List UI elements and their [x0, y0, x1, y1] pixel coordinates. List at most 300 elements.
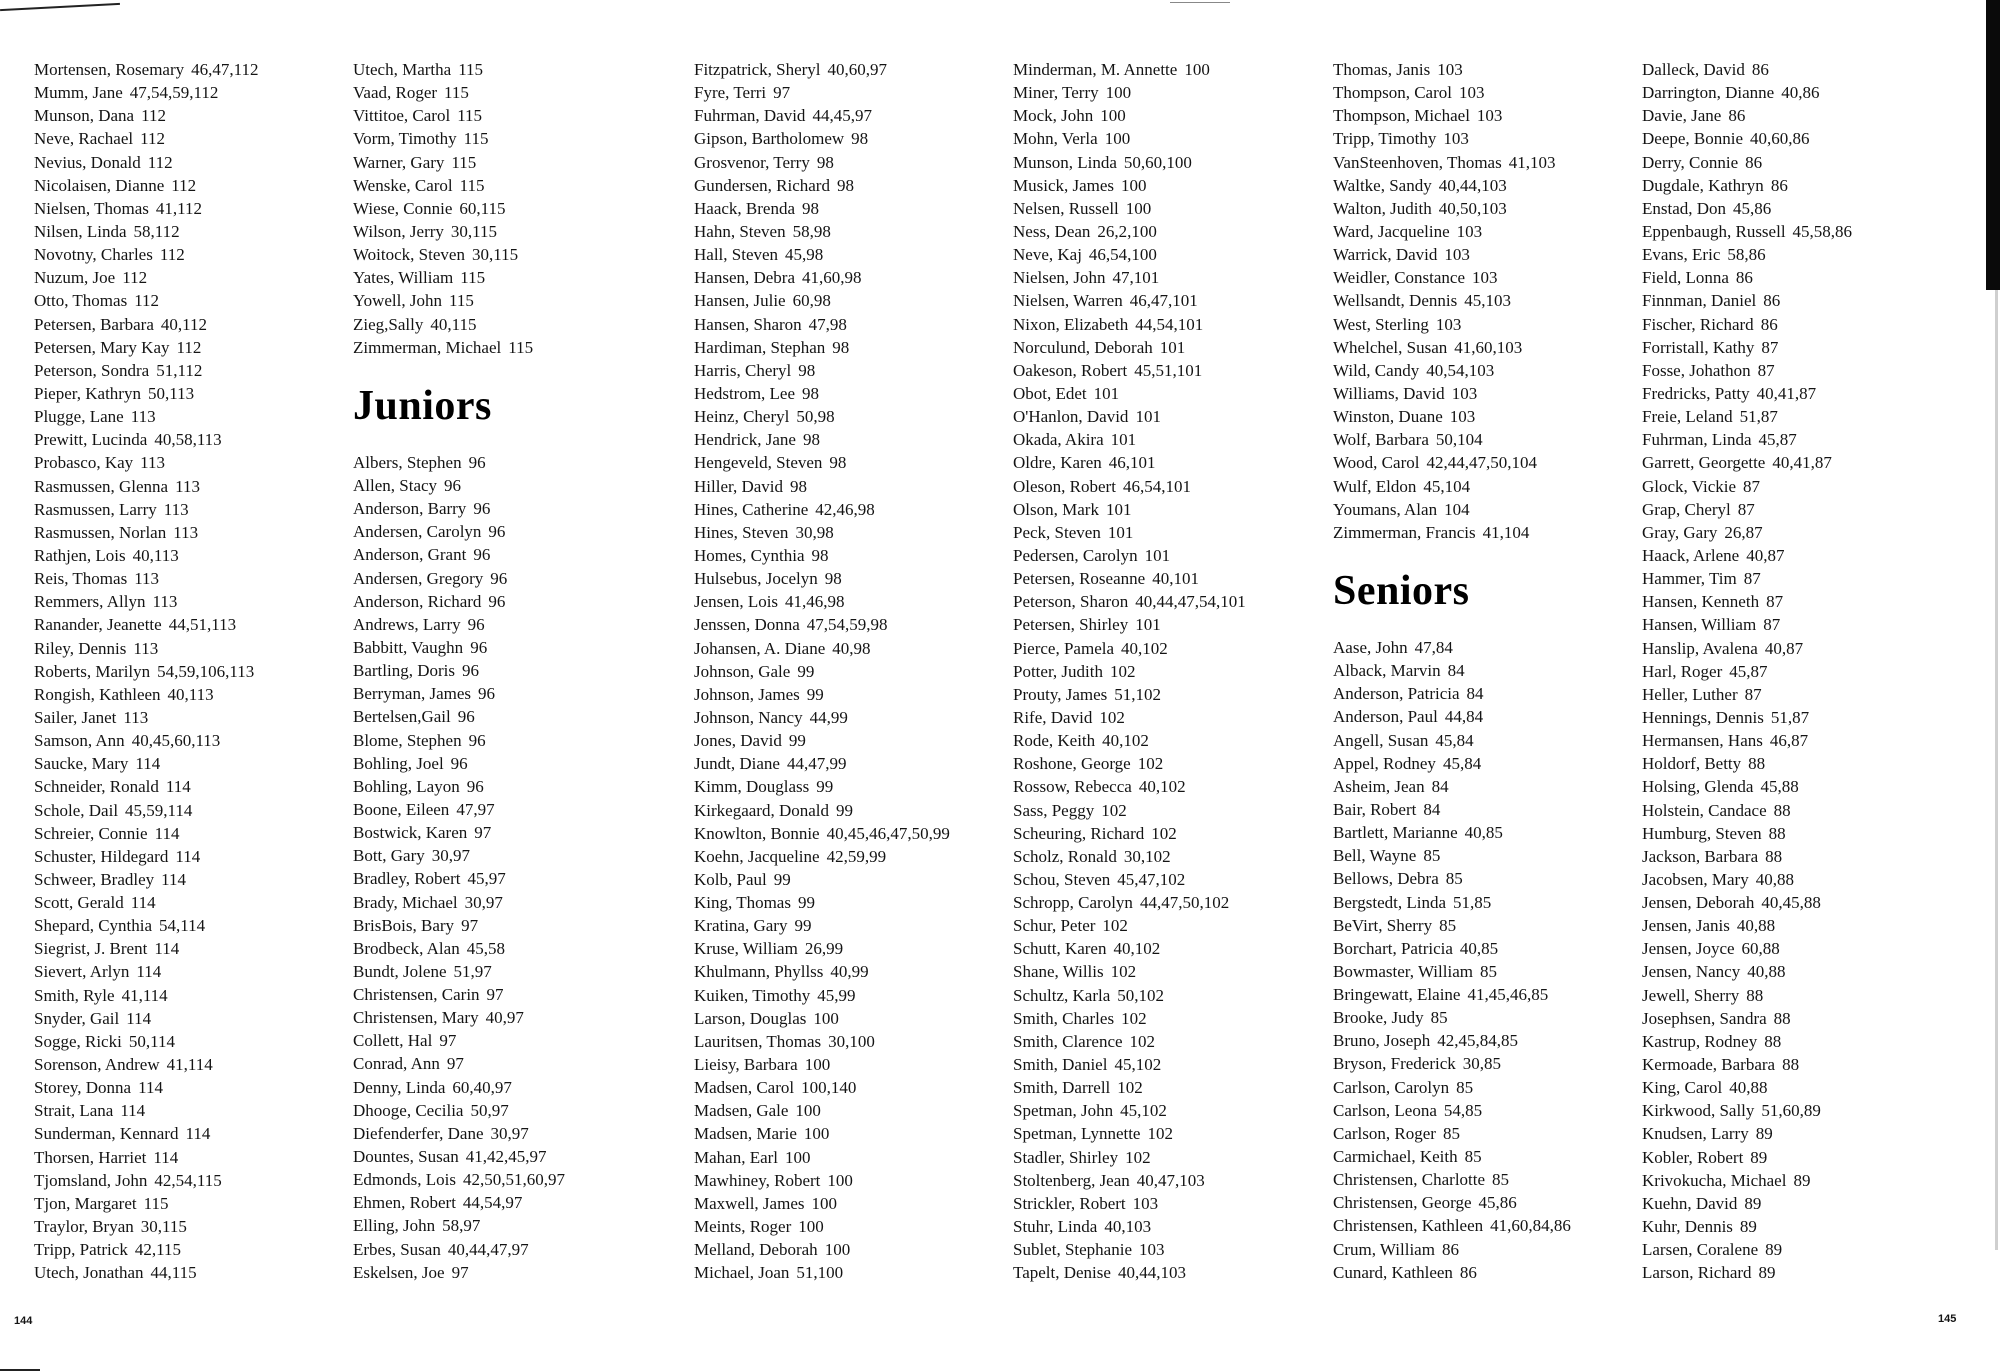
entry-name: Peck, Steven — [1013, 522, 1101, 542]
entry-name: King, Carol — [1642, 1078, 1723, 1098]
entry-name: Jensen, Deborah — [1642, 893, 1755, 913]
index-entry — [34, 243, 259, 266]
index-entry — [353, 336, 565, 359]
entry-page-refs: 40,113 — [167, 684, 214, 704]
index-entry — [353, 590, 565, 613]
entry-page-refs: 45,102 — [1114, 1055, 1162, 1075]
index-entry — [694, 637, 950, 660]
entry-page-refs: 100 — [803, 1124, 830, 1144]
entry-name: Hansen, Julie — [694, 291, 786, 311]
entry-page-refs: 87 — [1757, 360, 1775, 380]
entry-page-refs: 112 — [171, 175, 197, 195]
entry-page-refs: 102 — [1121, 1008, 1147, 1028]
entry-page-refs: 85 — [1442, 1123, 1460, 1143]
entry-name: Madsen, Carol — [694, 1078, 795, 1098]
index-entry — [694, 1076, 950, 1099]
index-entry — [353, 520, 565, 543]
entry-name: Novotny, Charles — [34, 245, 153, 265]
entry-page-refs: 45,59,114 — [125, 800, 193, 820]
index-entry — [694, 683, 950, 706]
entry-name: Meints, Roger — [694, 1217, 792, 1237]
entry-name: Hennings, Dennis — [1642, 707, 1764, 727]
index-entry — [353, 1214, 565, 1237]
entry-page-refs: 114 — [154, 939, 180, 959]
index-entry — [34, 891, 259, 914]
entry-page-refs: 100,140 — [801, 1078, 857, 1098]
index-entry — [34, 405, 259, 428]
entry-name: Eskelsen, Joe — [353, 1262, 445, 1282]
entry-list — [1333, 636, 1571, 1284]
entry-page-refs: 47,84 — [1414, 637, 1453, 657]
entry-page-refs: 42,59,99 — [826, 846, 887, 866]
entry-page-refs: 97 — [773, 83, 791, 103]
entry-name: Nielsen, John — [1013, 268, 1106, 288]
entry-name: Holsing, Glenda — [1642, 777, 1754, 797]
entry-name: Kermoade, Barbara — [1642, 1055, 1776, 1075]
entry-page-refs: 41,46,98 — [785, 592, 845, 612]
index-entry — [1333, 682, 1571, 705]
index-entry — [694, 845, 950, 868]
entry-list — [1642, 58, 1852, 1284]
entry-name: Jensen, Janis — [1642, 916, 1730, 936]
entry-name: Jensen, Lois — [694, 592, 779, 612]
entry-name: Saucke, Mary — [34, 754, 129, 774]
entry-name: Okada, Akira — [1013, 430, 1104, 450]
entry-name: Nevius, Donald — [34, 152, 141, 172]
entry-name: Schweer, Bradley — [34, 869, 155, 889]
entry-name: Hansen, Sharon — [694, 314, 802, 334]
entry-page-refs: 89 — [1755, 1124, 1773, 1144]
entry-name: Siegrist, J. Brent — [34, 939, 148, 959]
entry-name: Tjon, Margaret — [34, 1193, 137, 1213]
entry-page-refs: 96 — [473, 545, 491, 565]
entry-list — [34, 58, 259, 1284]
entry-name: Michael, Joan — [694, 1263, 790, 1283]
entry-name: Glock, Vickie — [1642, 476, 1737, 496]
entry-page-refs: 98 — [802, 383, 820, 403]
entry-name: Kimm, Douglass — [694, 777, 810, 797]
entry-page-refs: 103 — [1456, 221, 1483, 241]
entry-name: Bowmaster, William — [1333, 961, 1473, 981]
index-entry — [694, 868, 950, 891]
entry-name: Kirkwood, Sally — [1642, 1101, 1755, 1121]
index-entry — [34, 984, 259, 1007]
entry-page-refs: 112 — [122, 268, 148, 288]
entry-page-refs: 89 — [1793, 1170, 1811, 1190]
index-entry — [1642, 359, 1852, 382]
entry-page-refs: 101 — [1107, 522, 1134, 542]
entry-name: Weidler, Constance — [1333, 268, 1466, 288]
entry-name: Bertelsen,Gail — [353, 707, 451, 727]
index-entry — [353, 937, 565, 960]
entry-name: Babbitt, Vaughn — [353, 637, 464, 657]
entry-name: Wellsandt, Dennis — [1333, 291, 1458, 311]
entry-name: Carlson, Leona — [1333, 1100, 1437, 1120]
entry-page-refs: 30,115 — [140, 1217, 187, 1237]
entry-name: Asheim, Jean — [1333, 776, 1425, 796]
entry-page-refs: 101 — [1159, 337, 1186, 357]
entry-name: Holdorf, Betty — [1642, 754, 1742, 774]
entry-page-refs: 58,86 — [1727, 245, 1766, 265]
entry-name: Yowell, John — [353, 291, 442, 311]
index-entry — [1642, 289, 1852, 312]
index-entry — [1333, 58, 1571, 81]
index-entry — [353, 705, 565, 728]
entry-name: Warner, Gary — [353, 152, 445, 172]
index-entry — [34, 1238, 259, 1261]
index-entry — [1642, 58, 1852, 81]
entry-page-refs: 54,85 — [1443, 1100, 1483, 1120]
entry-page-refs: 102 — [1099, 707, 1125, 727]
index-entry — [1333, 197, 1571, 220]
entry-page-refs: 85 — [1423, 846, 1441, 866]
entry-page-refs: 99 — [794, 916, 812, 936]
entry-page-refs: 40,54,103 — [1426, 360, 1495, 380]
index-entry — [1642, 405, 1852, 428]
index-column-2 — [353, 58, 565, 1284]
entry-name: Bott, Gary — [353, 846, 425, 866]
entry-page-refs: 114 — [136, 962, 162, 982]
entry-page-refs: 112 — [134, 291, 160, 311]
entry-name: Albers, Stephen — [353, 452, 462, 472]
index-entry — [353, 613, 565, 636]
entry-name: Hansen, Debra — [694, 268, 796, 288]
entry-page-refs: 40,85 — [1464, 823, 1503, 843]
entry-name: Nuzum, Joe — [34, 268, 116, 288]
entry-name: Brodbeck, Alan — [353, 938, 460, 958]
index-entry — [1642, 521, 1852, 544]
index-entry — [1333, 1076, 1571, 1099]
entry-page-refs: 41,114 — [166, 1055, 213, 1075]
index-entry — [353, 659, 565, 682]
entry-page-refs: 60,98 — [792, 291, 831, 311]
entry-name: Tapelt, Denise — [1013, 1263, 1111, 1283]
entry-page-refs: 88 — [1765, 846, 1783, 866]
index-entry — [1333, 1214, 1571, 1237]
index-entry — [1333, 1168, 1571, 1191]
entry-name: Traylor, Bryan — [34, 1217, 134, 1237]
index-entry — [1642, 1146, 1852, 1169]
entry-name: Pedersen, Carolyn — [1013, 545, 1138, 565]
entry-page-refs: 47,54,59,98 — [806, 615, 888, 635]
entry-page-refs: 98 — [832, 337, 850, 357]
entry-name: Oleson, Robert — [1013, 476, 1116, 496]
index-entry — [1642, 220, 1852, 243]
entry-page-refs: 51,112 — [156, 360, 203, 380]
entry-page-refs: 115 — [508, 337, 534, 357]
entry-page-refs: 103 — [1138, 1240, 1165, 1260]
index-entry — [1333, 243, 1571, 266]
index-entry — [34, 822, 259, 845]
entry-page-refs: 51,102 — [1114, 684, 1162, 704]
entry-page-refs: 40,85 — [1459, 938, 1499, 958]
index-entry — [1013, 822, 1246, 845]
index-entry — [694, 1122, 950, 1145]
entry-name: Rathjen, Lois — [34, 545, 126, 565]
entry-name: Sailer, Janet — [34, 707, 117, 727]
index-entry — [1013, 289, 1246, 312]
index-entry — [1013, 544, 1246, 567]
entry-name: Collett, Hal — [353, 1031, 433, 1051]
entry-page-refs: 42,54,115 — [154, 1170, 222, 1190]
entry-name: Roshone, George — [1013, 754, 1131, 774]
entry-page-refs: 50,104 — [1435, 430, 1483, 450]
entry-page-refs: 50,102 — [1117, 985, 1164, 1005]
entry-page-refs: 84 — [1423, 799, 1441, 819]
entry-name: Carmichael, Keith — [1333, 1147, 1458, 1167]
index-entry — [1642, 1169, 1852, 1192]
entry-page-refs: 60,115 — [459, 198, 506, 218]
entry-name: Spetman, John — [1013, 1101, 1114, 1121]
page-edge-shadow — [1986, 0, 2000, 290]
index-entry — [1013, 451, 1246, 474]
entry-page-refs: 114 — [165, 777, 191, 797]
index-entry — [694, 984, 950, 1007]
index-entry — [1013, 868, 1246, 891]
index-entry — [1013, 1192, 1246, 1215]
entry-page-refs: 41,45,46,85 — [1467, 985, 1549, 1005]
entry-page-refs: 87 — [1737, 499, 1755, 519]
index-entry — [353, 844, 565, 867]
entry-page-refs: 54,114 — [159, 916, 206, 936]
index-entry — [1013, 845, 1246, 868]
entry-name: Fredricks, Patty — [1642, 383, 1750, 403]
entry-name: Denny, Linda — [353, 1077, 446, 1097]
entry-page-refs: 58,97 — [442, 1216, 481, 1236]
entry-page-refs: 40,45,88 — [1761, 893, 1821, 913]
entry-page-refs: 30,98 — [795, 522, 834, 542]
entry-page-refs: 30,85 — [1462, 1054, 1502, 1074]
entry-name: Christensen, Kathleen — [1333, 1216, 1484, 1236]
index-entry — [34, 613, 259, 636]
entry-name: Sogge, Ricki — [34, 1031, 122, 1051]
index-entry — [694, 960, 950, 983]
index-entry — [1013, 1099, 1246, 1122]
entry-page-refs: 114 — [120, 1101, 146, 1121]
entry-name: Hall, Steven — [694, 245, 779, 265]
entry-page-refs: 86 — [1459, 1262, 1477, 1282]
entry-name: Ward, Jacqueline — [1333, 221, 1450, 241]
index-entry — [353, 127, 565, 150]
entry-name: Cunard, Kathleen — [1333, 1262, 1453, 1282]
index-entry — [1642, 81, 1852, 104]
entry-page-refs: 45,87 — [1758, 430, 1797, 450]
index-entry — [1013, 266, 1246, 289]
index-entry — [694, 1053, 950, 1076]
index-entry — [34, 81, 259, 104]
entry-name: Spetman, Lynnette — [1013, 1124, 1141, 1144]
entry-name: Bradley, Robert — [353, 869, 461, 889]
entry-name: Schropp, Carolyn — [1013, 893, 1133, 913]
entry-page-refs: 40,45,60,113 — [131, 731, 221, 751]
index-entry — [1013, 706, 1246, 729]
index-entry — [694, 891, 950, 914]
entry-name: Andersen, Carolyn — [353, 522, 482, 542]
entry-name: Josephsen, Sandra — [1642, 1008, 1767, 1028]
index-entry — [1642, 197, 1852, 220]
entry-page-refs: 30,102 — [1123, 846, 1171, 866]
entry-page-refs: 100 — [1125, 198, 1152, 218]
entry-name: Rasmussen, Glenna — [34, 476, 169, 496]
entry-name: Hammer, Tim — [1642, 569, 1737, 589]
index-entry — [353, 81, 565, 104]
entry-name: Smith, Ryle — [34, 985, 115, 1005]
entry-name: Crum, William — [1333, 1239, 1435, 1259]
index-entry — [353, 682, 565, 705]
index-entry — [694, 58, 950, 81]
entry-page-refs: 97 — [451, 1262, 469, 1282]
entry-page-refs: 100 — [1104, 129, 1131, 149]
entry-page-refs: 115 — [451, 152, 477, 172]
entry-page-refs: 42,115 — [134, 1240, 181, 1260]
entry-page-refs: 58,112 — [133, 221, 180, 241]
entry-name: Wulf, Eldon — [1333, 476, 1417, 496]
entry-page-refs: 101 — [1110, 430, 1137, 450]
index-entry — [1333, 821, 1571, 844]
entry-name: Harris, Cheryl — [694, 360, 792, 380]
entry-name: Yates, William — [353, 268, 454, 288]
index-entry — [34, 336, 259, 359]
entry-page-refs: 102 — [1102, 916, 1128, 936]
entry-name: Pierce, Pamela — [1013, 638, 1115, 658]
entry-page-refs: 40,60,86 — [1750, 129, 1810, 149]
index-entry — [34, 590, 259, 613]
entry-name: Hulsebus, Jocelyn — [694, 569, 818, 589]
index-entry — [1642, 451, 1852, 474]
index-entry — [1013, 567, 1246, 590]
entry-page-refs: 115 — [448, 291, 474, 311]
index-entry — [694, 706, 950, 729]
entry-name: Hiller, David — [694, 476, 784, 496]
entry-page-refs: 100 — [1121, 175, 1147, 195]
entry-page-refs: 51,85 — [1453, 892, 1492, 912]
index-entry — [34, 752, 259, 775]
index-entry — [1642, 683, 1852, 706]
index-entry — [1642, 752, 1852, 775]
entry-name: Scholz, Ronald — [1013, 846, 1117, 866]
index-entry — [1333, 659, 1571, 682]
index-entry — [1642, 845, 1852, 868]
entry-name: Erbes, Susan — [353, 1239, 441, 1259]
entry-name: Hermansen, Hans — [1642, 731, 1763, 751]
entry-page-refs: 87 — [1743, 569, 1761, 589]
entry-page-refs: 96 — [466, 776, 484, 796]
index-entry — [1642, 1238, 1852, 1261]
entry-name: Schneider, Ronald — [34, 777, 159, 797]
entry-name: Williams, David — [1333, 383, 1445, 403]
index-entry — [353, 1006, 565, 1029]
entry-name: Bartlett, Marianne — [1333, 823, 1458, 843]
entry-name: Madsen, Gale — [694, 1101, 789, 1121]
index-entry — [1333, 151, 1571, 174]
entry-name: West, Sterling — [1333, 314, 1429, 334]
entry-name: Homes, Cynthia — [694, 545, 805, 565]
entry-name: Appel, Rodney — [1333, 753, 1436, 773]
entry-page-refs: 114 — [175, 846, 201, 866]
index-entry — [1333, 983, 1571, 1006]
page-number-left: 144 — [14, 1315, 33, 1327]
entry-name: Sievert, Arlyn — [34, 962, 130, 982]
index-entry — [1333, 937, 1571, 960]
index-entry — [353, 474, 565, 497]
index-entry — [1013, 104, 1246, 127]
entry-page-refs: 47,98 — [808, 314, 847, 334]
entry-page-refs: 40,88 — [1729, 1078, 1768, 1098]
entry-name: Anderson, Patricia — [1333, 684, 1460, 704]
entry-name: Nixon, Elizabeth — [1013, 314, 1129, 334]
entry-name: Sublet, Stephanie — [1013, 1240, 1132, 1260]
entry-page-refs: 89 — [1765, 1240, 1783, 1260]
index-entry — [1642, 1053, 1852, 1076]
index-entry — [34, 868, 259, 891]
entry-page-refs: 86 — [1441, 1239, 1459, 1259]
index-entry — [353, 451, 565, 474]
index-entry — [694, 197, 950, 220]
entry-page-refs: 51,87 — [1739, 407, 1778, 427]
index-entry — [34, 58, 259, 81]
index-entry — [1642, 1099, 1852, 1122]
index-entry — [1333, 382, 1571, 405]
entry-list — [694, 58, 950, 1284]
index-entry — [1333, 867, 1571, 890]
entry-name: Kastrup, Rodney — [1642, 1031, 1758, 1051]
entry-name: Bell, Wayne — [1333, 846, 1417, 866]
entry-name: Harl, Roger — [1642, 661, 1723, 681]
index-entry — [34, 104, 259, 127]
entry-name: Tripp, Timothy — [1333, 129, 1437, 149]
index-entry — [694, 243, 950, 266]
index-entry — [1642, 891, 1852, 914]
entry-name: Rongish, Kathleen — [34, 684, 161, 704]
index-entry — [694, 590, 950, 613]
entry-page-refs: 98 — [829, 453, 847, 473]
entry-page-refs: 84 — [1466, 684, 1484, 704]
index-entry — [1013, 1053, 1246, 1076]
entry-page-refs: 47,97 — [456, 799, 495, 819]
index-entry — [34, 1261, 259, 1284]
entry-page-refs: 103 — [1459, 83, 1485, 103]
entry-name: Plugge, Lane — [34, 407, 124, 427]
index-entry — [353, 1099, 565, 1122]
entry-page-refs: 40,88 — [1755, 869, 1794, 889]
entry-page-refs: 40,102 — [1102, 731, 1149, 751]
entry-name: Grap, Cheryl — [1642, 499, 1731, 519]
entry-name: Winston, Duane — [1333, 407, 1443, 427]
entry-name: Neve, Rachael — [34, 129, 134, 149]
entry-name: Christensen, Carin — [353, 985, 480, 1005]
index-entry — [1013, 960, 1246, 983]
index-entry — [1333, 1099, 1571, 1122]
index-entry — [1642, 475, 1852, 498]
entry-page-refs: 98 — [851, 129, 869, 149]
entry-name: Holstein, Candace — [1642, 800, 1767, 820]
index-entry — [694, 613, 950, 636]
index-entry — [1013, 752, 1246, 775]
entry-name: Mahan, Earl — [694, 1147, 779, 1167]
entry-page-refs: 40,41,87 — [1756, 383, 1817, 403]
entry-page-refs: 30,115 — [471, 245, 519, 265]
entry-page-refs: 88 — [1773, 800, 1791, 820]
entry-name: Conrad, Ann — [353, 1054, 440, 1074]
entry-page-refs: 44,84 — [1444, 707, 1484, 727]
index-entry — [1013, 590, 1246, 613]
entry-page-refs: 101 — [1144, 545, 1171, 565]
index-entry — [353, 867, 565, 890]
entry-page-refs: 96 — [450, 753, 468, 773]
index-entry — [1013, 1122, 1246, 1145]
entry-page-refs: 103 — [1451, 383, 1478, 403]
entry-page-refs: 96 — [457, 707, 475, 727]
